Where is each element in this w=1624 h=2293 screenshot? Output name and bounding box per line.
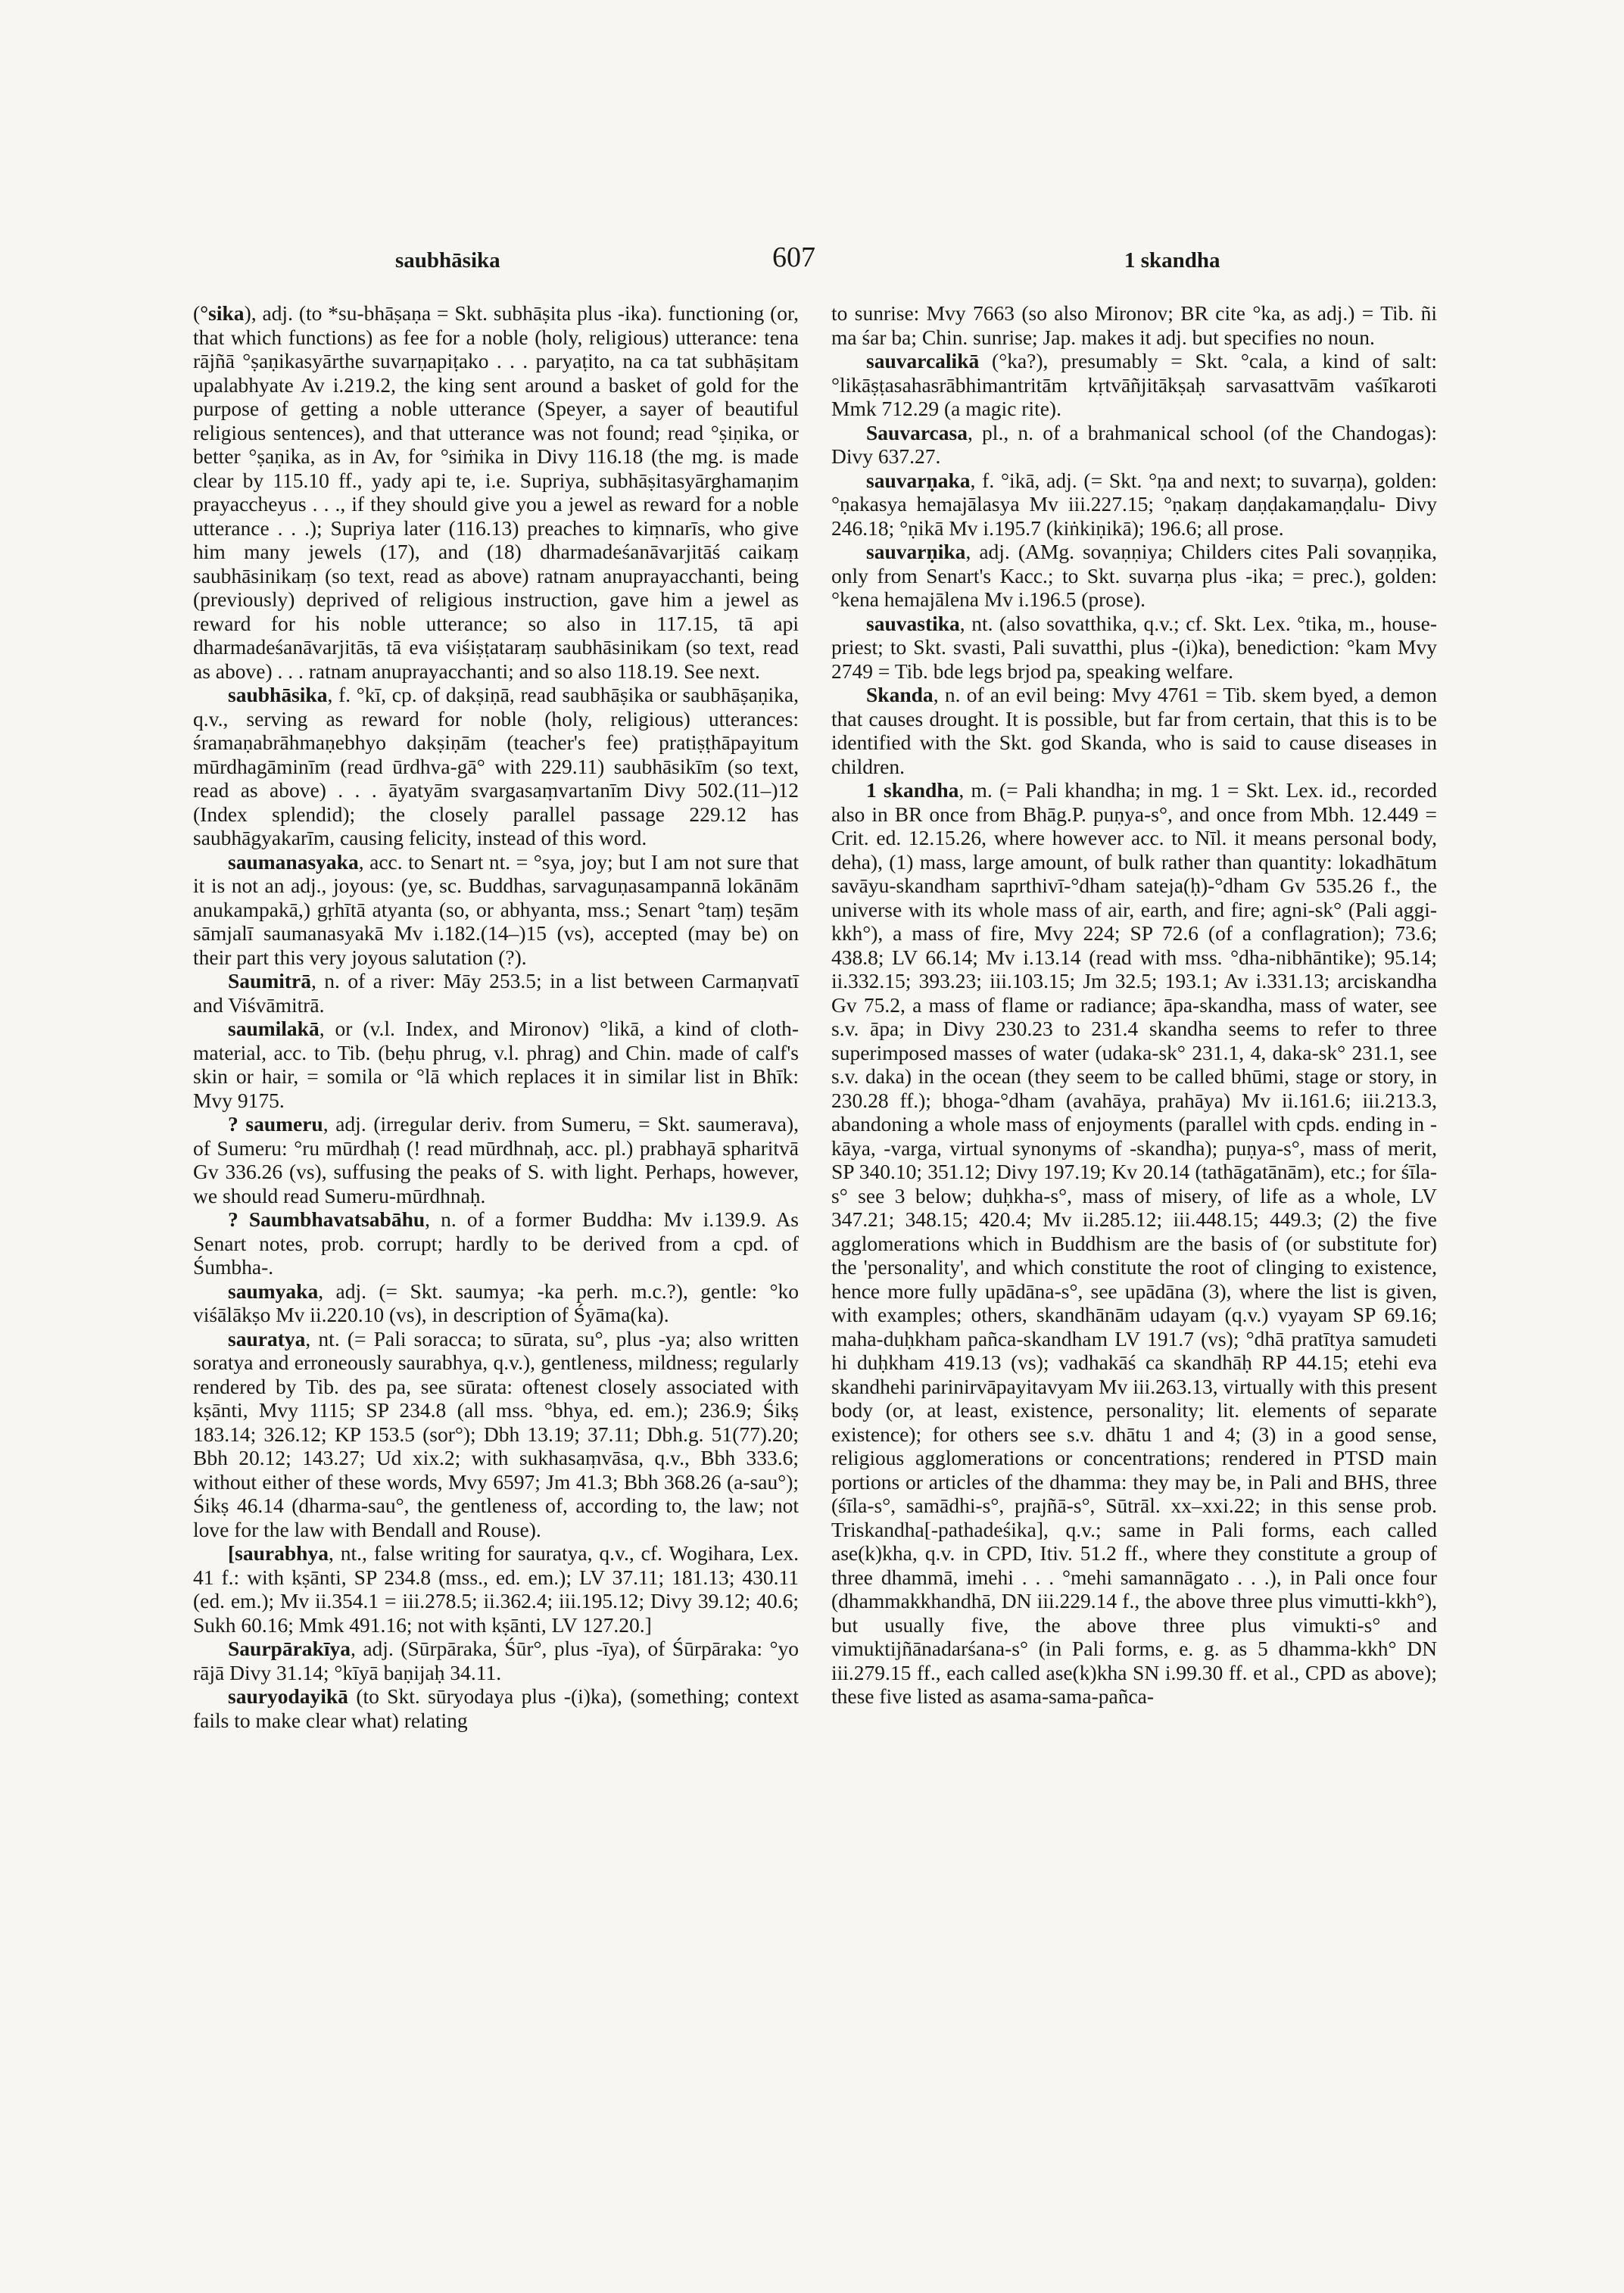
entry-definition: , n. of a former Buddha: Mv i.139.9. As Senart notes, prob. corrupt; hardly to be derived from a cpd. of Śumbha-.	[193, 1207, 799, 1279]
entry-headword: Saurpārakīya	[228, 1637, 351, 1660]
entry-definition: , nt. (= Pali soracca; to sūrata, su°, plus -ya; also written soratya and erroneously saurabhya, q.v.), gentleness, mildness; regularly rendered by Tib. des pa, see sūrata: oftenest closely associated with kṣānti, Mvy 1115; SP 234.8 (all mss. °bhya, ed. em.); 236.9; Śikṣ 183.14; 326.12; KP 153.5 (sor°); Dbh 13.19; 37.11; Dbh.g. 51(77).20; Bbh 20.12; 143.27; Ud xix.2; with sukhasaṃvāsa, q.v., Bbh 333.6; without either of these words, Mvy 6597; Jm 41.3; Bbh 368.26 (a-sau°); Śikṣ 46.14 (dharma-sau°, the gentleness of, according to, the law; not love for the law with Bendall and Rouse).	[193, 1326, 799, 1541]
entry-definition: , m. (= Pali khandha; in mg. 1 = Skt. Lex. id., recorded also in BR once from Bhāg.P. puṇya-s°, and once from Mbh. 12.449 = Crit. ed. 12.15.26, where however acc. to Nīl. it means personal body, deha), (1) mass, large amount, of bulk rather than quantity: lokadhātum savāyu-skandham saprthivī-°dham sateja(ḥ)-°dham Gv 535.26 f., the universe with its whole mass of air, earth, and fire; agni-sk° (Pali aggi-kkh°), a mass of fire, Mvy 224; SP 72.6 (of a conflagration); 73.6; 438.8; LV 66.14; Mv i.13.14 (read with mss. °dha-nibhāntike); 95.14; ii.332.15; 393.23; iii.103.15; Jm 32.5; 193.1; Av i.331.13; arciskandha Gv 75.2, a mass of flame or radiance; āpa-skandha, mass of water, see s.v. āpa; in Divy 230.23 to 231.4 skandha seems to refer to three superimposed masses of water (udaka-sk° 231.1, 4, daka-sk° 231.1, see s.v. daka) in the ocean (they seem to be called bhūmi, stage or story, in 230.28 ff.); bhoga-°dham (avahāya, prahāya) Mv ii.161.6; iii.213.3, abandoning a whole mass of enjoyments (parallel with cpds. ending in -kāya, -varga, virtual synonyms of -skandha); puṇya-s°, mass of merit, SP 340.10; 351.12; Divy 197.19; Kv 20.14 (tathāgatānām), etc.; for śīla-s° see 3 below; duḥkha-s°, mass of misery, of life as a whole, LV 347.21; 348.15; 420.4; Mv ii.285.12; iii.448.15; 449.3; (2) the five agglomerations which in Buddhism are the basis of (or substitute for) the 'personality', and which constitute the root of clinging to existence, hence more fully upādāna-s°, see upādāna (3), where the list is given, with examples; others, skandhānām udayam (q.v.) vyayam SP 69.16; maha-duḥkham pañca-skandham LV 191.7 (vs); °dhā pratītya samudeti hi duḥkham 419.13 (vs); vadhakāś ca skandhāḥ RP 44.15; etehi eva skandhehi parinirvāpayitavyam Mv iii.263.13, virtually with this present body (or, at least, existence, personality; lit. elements of separate existence); for others see s.v. dhātu 1 and 4; (3) in a good sense, religious agglomerations or concentrations; rendered in PTSD main portions or articles of the dhamma: they may be, in Pali and BHS, three (śīla-s°, samādhi-s°, prajñā-s°, Sūtrāl. xx–xxi.22; in this sense prob. Triskandha[-pathadeśika], q.v.; same in Pali forms, each called ase(k)kha, q.v. in CPD, Itiv. 51.2 ff., where they constitute a group of three dhammā, imehi . . . °mehi samannāgato . . .), in Pali once four (dhammakkhandhā, DN iii.229.14 f., the above three plus vimutti-kkh°), but usually five, the above three plus vimukti-s° and vimuktijñānadarśana-s° (in Pali forms, e. g. as 5 dhamma-kkh° DN iii.279.15 ff., each called ase(k)kha SN i.99.30 ff. et al., CPD as above); these five listed as asama-sama-pañca-	[831, 778, 1437, 1708]
dictionary-entry	[831, 301, 1437, 349]
entry-definition: to sunrise: Mvy 7663 (so also Mironov; BR cite °ka, as adj.) = Tib. ñi ma śar ba; Chin. sunrise; Jap. makes it adj. but specifies no noun.	[831, 301, 1437, 349]
entry-headword: sauryodayikā	[228, 1684, 348, 1708]
entry-definition: , adj. (Sūrpāraka, Śūr°, plus -īya), of Śūrpāraka: °yo rājā Divy 31.14; °kīyā baṇijaḥ 34.11.	[193, 1637, 799, 1684]
entry-headword: saumyaka	[228, 1279, 319, 1303]
entry-headword: saubhāsika	[228, 683, 328, 706]
dictionary-entry	[193, 683, 799, 850]
page-header	[0, 241, 1624, 286]
entry-definition: ), adj. (to *su-bhāṣaṇa = Skt. subhāṣita plus -ika). functioning (or, that which functions) as fee for a noble (holy, religious) utterance: tena rājñā °ṣaṇikasyārthe suvarṇapiṭako . . . paryaṭito, na ca tat subhāṣitam upalabhyate Av i.219.2, the king sent around a basket of gold for the purpose of getting a noble utterance (Speyer, a sayer of beautiful religious sentences), and that utterance was not found; read °ṣiṇika, or better °ṣaṇika, as in Av, for °siṁika in Divy 116.18 (the mg. is made clear by 115.10 ff., yady api te, i.e. Supriya, subhāṣitasyārghamaṇim prayaccheyus . . ., if they should give you a jewel as reward for a noble utterance . . .); Supriya later (116.13) preaches to kiṃnarīs, who give him many jewels (17), and (18) dharmadeśanāvarjitāś caikaṃ saubhāsinikaṃ (so text, read as above) ratnam anuprayacchanti, being (previously) deprived of religious instruction, gave him a jewel as reward for his noble utterance; so also in 117.15, tā api dharmadeśanāvarjitās, tā eva viśiṣṭataraṃ saubhāsinikam (so text, read as above) . . . ratnam anuprayacchanti; and so also 118.19. See next.	[193, 301, 799, 683]
dictionary-entry	[193, 969, 799, 1017]
entry-definition: (to Skt. sūryodaya plus -(i)ka), (something; context fails to make clear what) relating	[193, 1684, 799, 1732]
entry-definition: , nt. (also sovatthika, q.v.; cf. Skt. Lex. °tika, m., house-priest; to Skt. svasti, Pali suvatthi, plus -(i)ka), benediction: °kam Mvy 2749 = Tib. bde legs brjod pa, speaking welfare.	[831, 611, 1437, 683]
entry-definition: , adj. (AMg. sovaṇṇiya; Childers cites Pali sovaṇṇika, only from Senart's Kacc.; to Skt. suvarṇa plus -ika; = prec.), golden: °kena hemajālena Mv i.196.5 (prose).	[831, 540, 1437, 611]
dictionary-entry	[831, 612, 1437, 684]
dictionary-entry	[193, 850, 799, 970]
entry-definition: , acc. to Senart nt. = °sya, joy; but I am not sure that it is not an adj., joyous: (ye, sc. Buddhas, sarvaguṇasampannā lokānām anukampakā,) gṛhītā atyanta (so, or abhyanta, mss.; Senart °taṃ) teṣām sāmjalī saumanasyakā Mv i.182.(14–)15 (vs), accepted (may be) on their part this very joyous salutation (?).	[193, 849, 799, 969]
entry-headword: Saumitrā	[228, 969, 311, 992]
entry-definition: , adj. (= Skt. saumya; -ka perh. m.c.?), gentle: °ko viśālākṣo Mv ii.220.10 (vs), in description of Śyāma(ka).	[193, 1279, 799, 1326]
entry-prefix: (	[193, 301, 201, 325]
entry-headword: sauvarṇaka	[866, 468, 971, 492]
dictionary-entry	[193, 1327, 799, 1542]
entry-headword: 1 skandha	[866, 778, 959, 802]
left-guideword: saubhāsika	[395, 248, 500, 273]
dictionary-entry	[193, 1207, 799, 1279]
entry-headword: saumanasyaka	[228, 849, 359, 874]
entry-definition: , f. °kī, cp. of dakṣiṇā, read saubhāṣika or saubhāṣaṇika, q.v., serving as reward for noble (holy, religious) utterances: śramaṇabrāhmaṇebhyo dakṣiṇām (teacher's fee) pratiṣṭhāpayitum mūrdhagāminīm (read ūrdhva-gā° with 229.11) saubhāsikīm (so text, read as above) . . . āyatyām svargasaṃvartanīm Divy 502.(11–)12 (Index splendid); the closely parallel passage 229.12 has saubhāgyakarīm, causing felicity, instead of this word.	[193, 683, 799, 849]
dictionary-entry	[193, 1541, 799, 1637]
dictionary-entry	[193, 1637, 799, 1684]
entry-headword: ? saumeru	[228, 1112, 323, 1136]
entry-definition: , f. °ikā, adj. (= Skt. °ṇa and next; to suvarṇa), golden: °ṇakasya hemajālasya Mv iii.227.15; °ṇakaṃ daṇḍakamaṇḍalu- Divy 246.18; °ṇikā Mv i.195.7 (kiṅkiṇikā); 196.6; all prose.	[831, 468, 1437, 540]
entry-headword: sauvastika	[866, 611, 960, 635]
right-column	[831, 301, 1437, 1709]
dictionary-entry	[831, 540, 1437, 612]
entry-definition: , pl., n. of a brahmanical school (of the Chandogas): Divy 637.27.	[831, 420, 1437, 468]
entry-definition: , nt., false writing for sauratya, q.v., cf. Wogihara, Lex. 41 f.: with kṣānti, SP 234.8 (mss., ed. em.); LV 37.11; 181.13; 430.11 (ed. em.); Mv ii.354.1 = iii.278.5; ii.362.4; iii.195.12; Divy 39.12; 40.6; Sukh 60.16; Mmk 491.16; not with kṣānti, LV 127.20.]	[193, 1541, 799, 1637]
entry-definition: , or (v.l. Index, and Mironov) °likā, a kind of cloth-material, acc. to Tib. (beḥu phrug, v.l. phrag) and Chin. made of calf's skin or hair, = somila or °lā which replaces it in similar list in Bhīk: Mvy 9175.	[193, 1017, 799, 1112]
entry-headword: °sika	[200, 301, 245, 325]
entry-headword: sauvarṇika	[866, 540, 966, 563]
entry-definition: , adj. (irregular deriv. from Sumeru, = Skt. saumerava), of Sumeru: °ru mūrdhaḥ (! read mūrdhnaḥ, acc. pl.) prabhayā spharitvā Gv 336.26 (vs), suffusing the peaks of S. with light. Perhaps, however, we should read Sumeru-mūrdhnaḥ.	[193, 1112, 799, 1207]
entry-headword: ? Saumbhavatsabāhu	[228, 1207, 425, 1231]
dictionary-entry	[831, 349, 1437, 421]
dictionary-entry	[831, 683, 1437, 778]
dictionary-entry	[193, 1684, 799, 1732]
dictionary-entry	[831, 469, 1437, 541]
entry-headword: Sauvarcasa	[866, 420, 968, 444]
entry-definition: , n. of a river: Māy 253.5; in a list between Carmaṇvatī and Viśvāmitrā.	[193, 969, 799, 1017]
entry-definition: (°ka?), presumably = Skt. °cala, a kind of salt: °likāṣṭasahasrābhimantritām kṛtvāñjitākṣaḥ sarvasattvām vaśīkaroti Mmk 712.29 (a magic rite).	[831, 349, 1437, 420]
entry-definition: , n. of an evil being: Mvy 4761 = Tib. skem byed, a demon that causes drought. It is possible, but far from certain, that this is to be identified with the Skt. god Skanda, who is said to cause diseases in children.	[831, 683, 1437, 778]
dictionary-entry	[831, 421, 1437, 469]
dictionary-entry	[193, 1017, 799, 1112]
right-guideword: 1 skandha	[1124, 248, 1220, 273]
dictionary-entry	[193, 301, 799, 683]
entry-headword: saumilakā	[228, 1017, 320, 1040]
dictionary-entry	[193, 1279, 799, 1327]
dictionary-entry	[831, 778, 1437, 1709]
page-number: 607	[772, 241, 815, 273]
entry-headword: [saurabhya	[228, 1541, 329, 1565]
entry-headword: Skanda	[866, 683, 934, 706]
entry-headword: sauratya	[228, 1326, 306, 1351]
entry-headword: sauvarcalikā	[866, 349, 980, 372]
left-column	[193, 301, 799, 1732]
dictionary-entry	[193, 1112, 799, 1207]
